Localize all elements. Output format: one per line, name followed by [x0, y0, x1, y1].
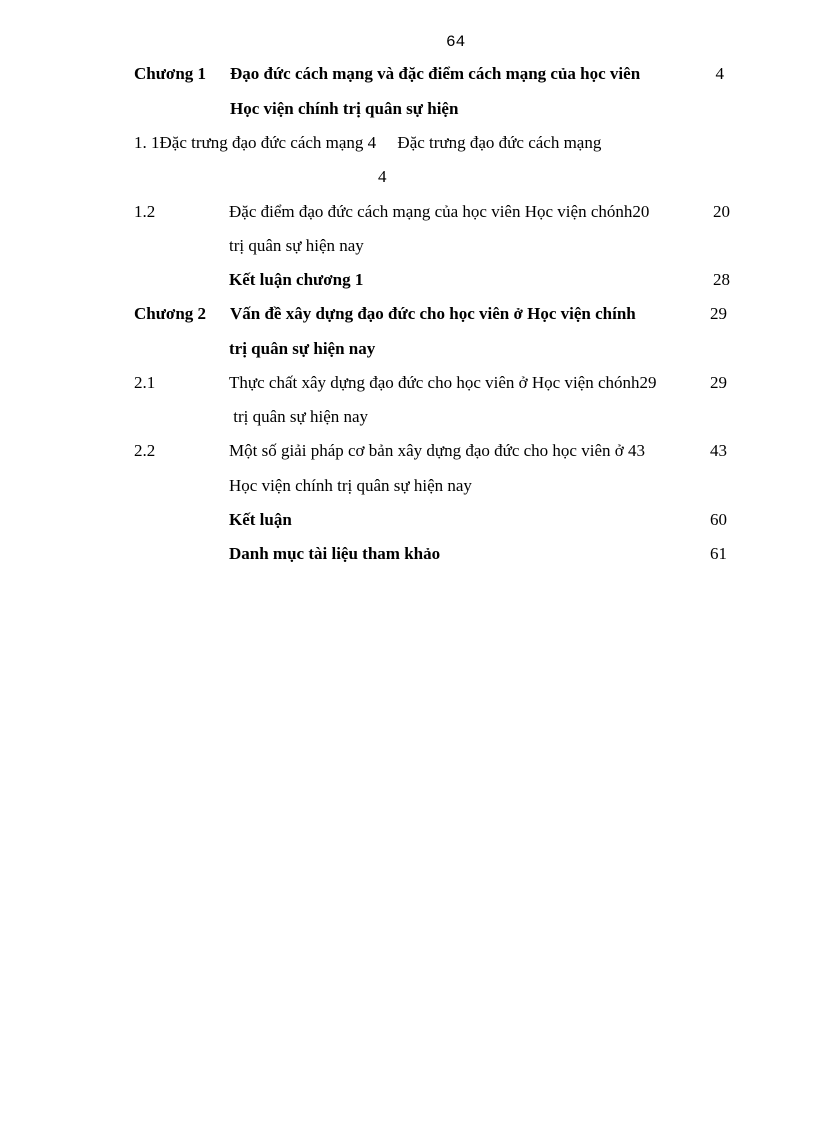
- section-2-1-page: 29: [710, 373, 727, 392]
- chapter-1-title-line-2: Học viện chính trị quân sự hiện: [230, 99, 459, 118]
- chapter-1-label: Chương 1: [134, 64, 207, 83]
- section-1-1-line-1: 1. 1Đặc trưng đạo đức cách mạng 4 Đặc trưng đạo đức cách mạng: [134, 133, 602, 152]
- section-2-2-page: 43: [710, 441, 727, 460]
- chapter-2-title-line-2: trị quân sự hiện nay: [229, 339, 376, 358]
- section-2-1-number: 2.1: [134, 373, 156, 392]
- section-1-2-number: 1.2: [134, 202, 156, 221]
- references-title: Danh mục tài liệu tham khảo: [229, 544, 441, 563]
- chapter-1-conclusion-page: 28: [713, 270, 730, 289]
- chapter-2-label: Chương 2: [134, 304, 207, 323]
- chapter-2-title-line-1: Vấn đề xây dựng đạo đức cho học viên ở Học viện chính: [230, 304, 636, 323]
- section-1-2-page: 20: [713, 202, 730, 221]
- chapter-1-page: 4: [715, 64, 724, 83]
- chapter-1-title-line-1: Đạo đức cách mạng và đặc điểm cách mạng của học viên: [230, 64, 641, 83]
- section-1-2-title-line-2: trị quân sự hiện nay: [229, 236, 364, 255]
- section-2-2-title-line-2: Học viện chính trị quân sự hiện nay: [229, 476, 472, 495]
- references-page: 61: [710, 544, 727, 563]
- page-number: 64: [446, 33, 466, 51]
- section-2-2-title-line-1: Một số giải pháp cơ bản xây dựng đạo đức cho học viên ở 43: [229, 441, 645, 460]
- chapter-2-page: 29: [710, 304, 727, 323]
- section-2-2-number: 2.2: [134, 441, 156, 460]
- section-1-2-title-line-1: Đặc điểm đạo đức cách mạng của học viên Học viện chónh20: [229, 202, 650, 221]
- chapter-1-conclusion-title: Kết luận chương 1: [229, 270, 364, 289]
- conclusion-page: 60: [710, 510, 727, 529]
- section-1-1-line-2: 4: [378, 167, 387, 186]
- conclusion-title: Kết luận: [229, 510, 292, 529]
- section-2-1-title-line-1: Thực chất xây dựng đạo đức cho học viên ở Học viện chónh29: [229, 373, 657, 392]
- section-2-1-title-line-2: trị quân sự hiện nay: [229, 407, 369, 426]
